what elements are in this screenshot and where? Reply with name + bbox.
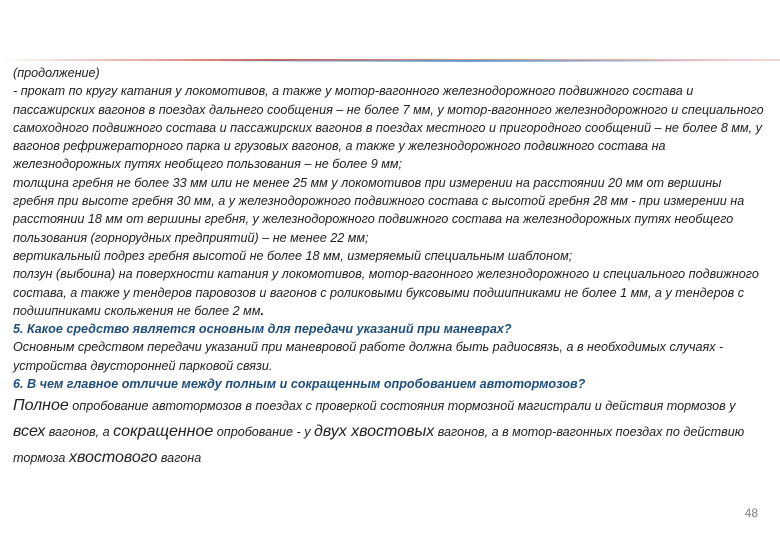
answer-6 <box>13 393 765 471</box>
answer-6-word-all: всех <box>13 423 46 441</box>
answer-6-text-4: вагонов, а в мотор-вагонных поездах по действию тормоза <box>13 425 745 466</box>
answer-6-text-3: опробование - у <box>213 425 315 440</box>
answer-6-text-2: вагонов, а <box>45 425 114 440</box>
page-number: 48 <box>744 506 758 520</box>
answer-6-word-full: Полное <box>13 397 69 415</box>
answer-6-word-two-tail: двух хвостовых <box>314 423 435 441</box>
paragraph-flange-undercut: вертикальный подрез гребня высотой не более 18 мм, измеряемый специальным шаблоном; <box>13 248 573 263</box>
answer-6-word-tail: хвостового <box>68 449 158 467</box>
decorative-header-lines <box>0 0 780 62</box>
paragraph-rolling-wear: - прокат по кругу катания у локомотивов, а также у мотор-вагонного железнодорожного подвижного состава и пассажирских вагонов в поездах дальнего сообщения – не более 7 мм, у мотор-вагонного железнодорожного и специального самоходного подвижного состава и пассажирских вагонов в поездах местного и пригородного сообщений – не более 8 мм, у вагонов рефрижераторного парка и грузовых вагонов, а также у железнодорожного подвижного состава на железнодорожных путях необщего пользования – не более 9 мм; <box>13 84 764 172</box>
question-5: 5. Какое средство является основным для передачи указаний при маневрах? <box>13 322 512 337</box>
slide-text <box>13 64 765 471</box>
answer-5: Основным средством передачи указаний при маневровой работе должна быть радиосвязь, а в необходимых случаях - устройства двусторонней парковой связи. <box>13 340 724 373</box>
wheel-flat-text: ползун (выбоина) на поверхности катания у локомотивов, мотор-вагонного железнодорожного и специального подвижного состава, а также у тендеров паровозов и вагонов с роликовыми буксовыми подшипниками не более 1 мм, а у тендеров с подшипниками скольжения не более 2 мм <box>13 267 759 318</box>
header-lines-graphic <box>0 0 780 62</box>
answer-6-text-1: опробование автотормозов в поездах с проверкой состояния тормозной магистрали и действия тормозов у <box>68 399 736 414</box>
continuation-label: (продолжение) <box>13 66 100 80</box>
paragraph-flange-thickness: толщина гребня не более 33 мм или не менее 25 мм у локомотивов при измерении на расстоянии 20 мм от вершины гребня при высоте гребня 30 мм, а у железнодорожного подвижного состава с высотой гребня 28 мм - при измерении на расстоянии 18 мм от вершины гребня, у железнодорожного подвижного состава на железнодорожных путях необщего пользования (горнорудных предприятий) – не менее 22 мм; <box>13 175 745 245</box>
header-blue-line <box>220 60 720 62</box>
paragraph-wheel-flat <box>13 265 765 320</box>
answer-6-word-short: сокращенное <box>113 423 214 441</box>
question-6: 6. В чем главное отличие между полным и сокращенным опробованием автотормозов? <box>13 377 586 392</box>
wheel-flat-end: . <box>260 303 264 318</box>
answer-6-text-5: вагона <box>157 451 202 466</box>
